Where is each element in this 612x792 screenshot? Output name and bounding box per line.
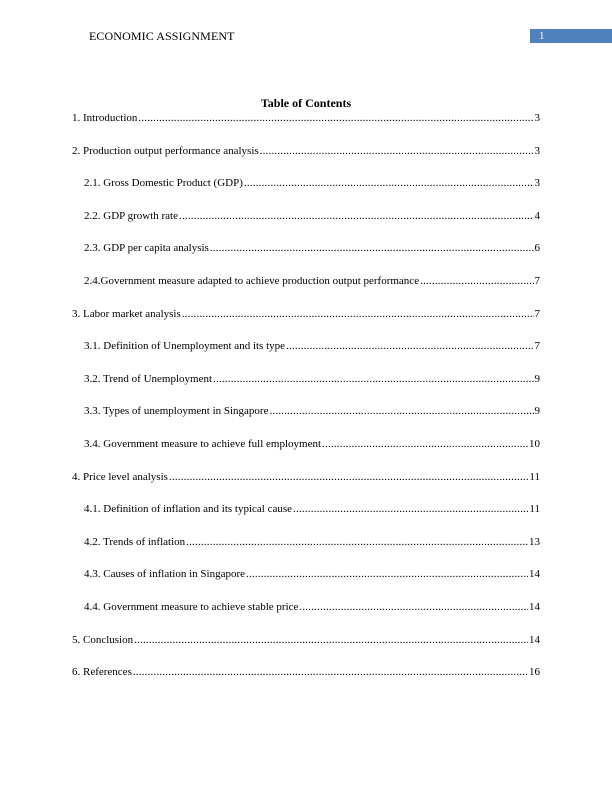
dot-leader (179, 210, 534, 222)
header-title: ECONOMIC ASSIGNMENT (89, 29, 235, 43)
toc-entry-stable-price[interactable] (72, 601, 540, 634)
toc-entry-inflation-definition[interactable] (72, 503, 540, 536)
toc-entry-page: 9 (534, 372, 540, 385)
toc-entry-page: 6 (534, 242, 540, 255)
toc-entry-page: 3 (534, 177, 540, 190)
toc-entry-conclusion[interactable] (72, 634, 540, 667)
dot-leader (133, 666, 528, 678)
toc-entry-page: 10 (529, 437, 540, 450)
toc-entry-labor-market[interactable] (72, 308, 540, 341)
toc-entry-page: 11 (529, 503, 540, 516)
toc-entry-inflation-causes[interactable] (72, 568, 540, 601)
toc-entry-label: 2.2. GDP growth rate (84, 209, 178, 222)
dot-leader (134, 634, 528, 646)
toc-entry-unemployment-types[interactable] (72, 405, 540, 438)
toc-entry-label: 5. Conclusion (72, 633, 134, 646)
toc-entry-label: 4.2. Trends of inflation (84, 535, 186, 548)
toc-entry-label: 3.4. Government measure to achieve full employment (84, 437, 322, 450)
dot-leader (299, 601, 528, 613)
toc-entry-label: 6. References (72, 666, 132, 679)
toc-entry-label: 2.4.Government measure adapted to achieve production output performance (84, 274, 420, 287)
dot-leader (182, 308, 534, 320)
toc-entry-page: 7 (534, 274, 540, 287)
toc-entry-page: 11 (529, 470, 540, 483)
toc-entry-references[interactable] (72, 666, 540, 699)
toc-entry-label: 4.4. Government measure to achieve stable price (84, 600, 299, 613)
toc-entry-page: 3 (534, 112, 540, 124)
toc-entry-page: 14 (529, 600, 540, 613)
toc-entry-gdp-per-capita[interactable] (72, 242, 540, 275)
toc-entry-gdp[interactable] (72, 177, 540, 210)
toc-entry-inflation-trends[interactable] (72, 536, 540, 569)
toc-entry-page: 16 (529, 666, 540, 679)
toc-entry-label: 2.3. GDP per capita analysis (84, 242, 209, 255)
dot-leader (246, 568, 528, 580)
page-number-badge: 1 (530, 29, 612, 43)
dot-leader (322, 438, 528, 450)
toc-title: Table of Contents (260, 96, 352, 110)
dot-leader (169, 471, 528, 483)
toc-entry-page: 9 (534, 405, 540, 418)
dot-leader (213, 373, 533, 385)
toc-entry-label: 3.2. Trend of Unemployment (84, 372, 213, 385)
dot-leader (269, 405, 533, 417)
toc-entry-page: 7 (534, 307, 540, 320)
toc-entry-label: 4. Price level analysis (72, 470, 168, 483)
dot-leader (293, 503, 528, 515)
toc-entry-unemployment-definition[interactable] (72, 340, 540, 373)
toc-entry-label: 2.1. Gross Domestic Product (GDP) (84, 177, 243, 190)
toc-entry-page: 14 (529, 633, 540, 646)
toc-entry-label: 1. Introduction (72, 112, 138, 124)
toc-entry-page: 13 (529, 535, 540, 548)
table-of-contents (72, 112, 540, 699)
dot-leader (244, 177, 534, 189)
dot-leader (186, 536, 528, 548)
toc-entry-label: 3.1. Definition of Unemployment and its type (84, 340, 286, 353)
toc-entry-unemployment-trend[interactable] (72, 373, 540, 406)
toc-entry-page: 4 (534, 209, 540, 222)
toc-entry-label: 4.3. Causes of inflation in Singapore (84, 568, 246, 581)
toc-entry-production-output[interactable] (72, 145, 540, 178)
dot-leader (260, 145, 534, 157)
dot-leader (138, 112, 533, 124)
toc-entry-price-level[interactable] (72, 471, 540, 504)
toc-entry-label: 3. Labor market analysis (72, 307, 181, 320)
toc-entry-page: 3 (534, 144, 540, 157)
toc-entry-government-measure-output[interactable] (72, 275, 540, 308)
toc-entry-page: 7 (534, 340, 540, 353)
dot-leader (210, 242, 534, 254)
toc-entry-gdp-growth[interactable] (72, 210, 540, 243)
dot-leader (286, 340, 533, 352)
dot-leader (420, 275, 533, 287)
toc-entry-introduction[interactable] (72, 112, 540, 145)
toc-entry-label: 2. Production output performance analysis (72, 144, 259, 157)
toc-entry-full-employment[interactable] (72, 438, 540, 471)
toc-entry-label: 4.1. Definition of inflation and its typical cause (84, 503, 293, 516)
toc-entry-page: 14 (529, 568, 540, 581)
toc-entry-label: 3.3. Types of unemployment in Singapore (84, 405, 269, 418)
